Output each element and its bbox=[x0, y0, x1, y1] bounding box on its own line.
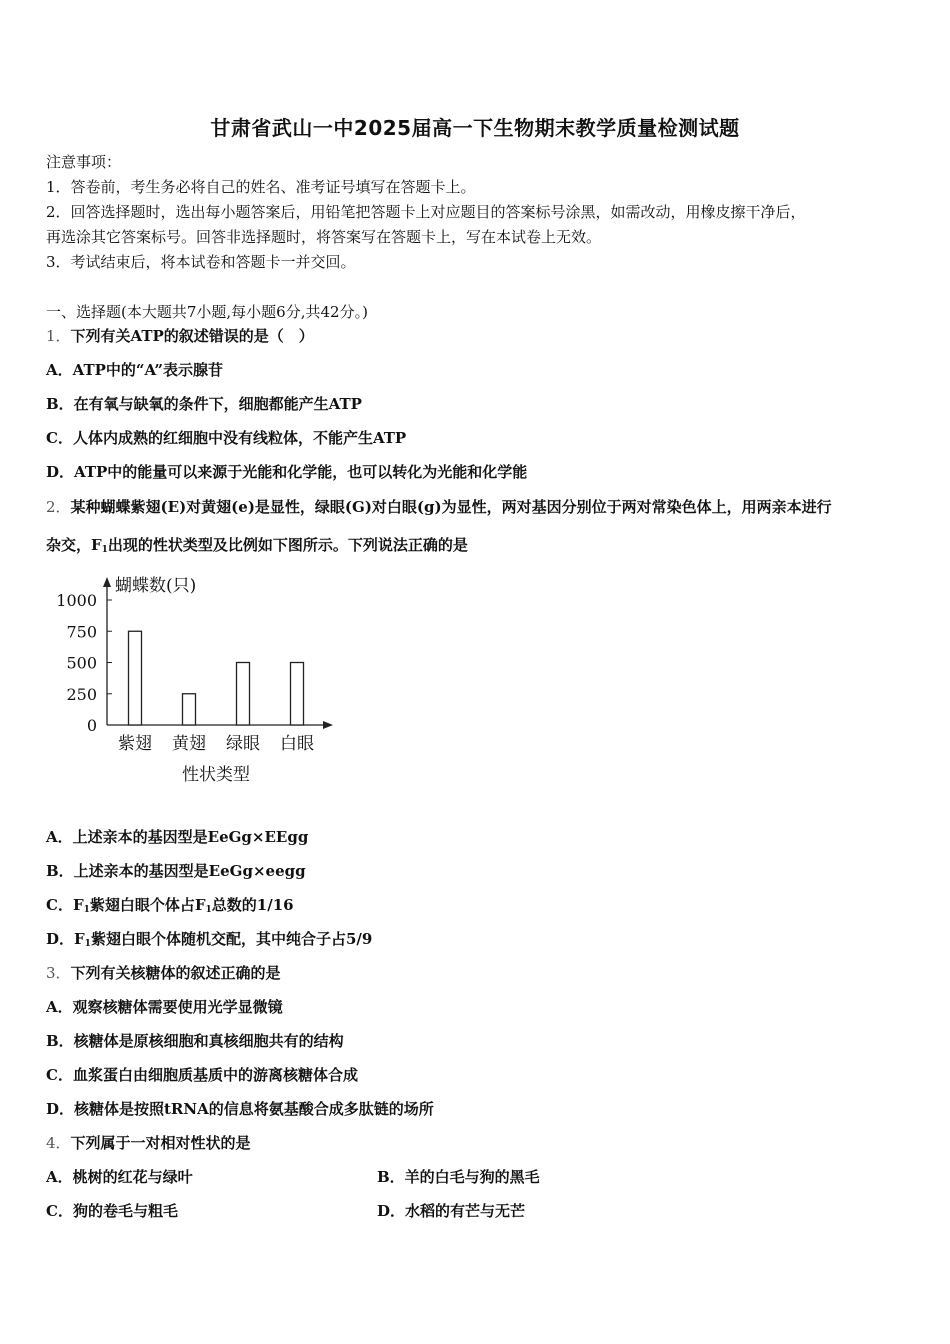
x-tick-label: 紫翅 bbox=[118, 734, 152, 754]
option-b: B．核糖体是原核细胞和真核细胞共有的结构 bbox=[46, 1032, 344, 1050]
notice-item: 1．答卷前，考生务必将自己的姓名、准考证号填写在答题卡上。 bbox=[46, 178, 476, 196]
question-stem: 某种蝴蝶紫翅(E)对黄翅(e)是显性，绿眼(G)对白眼(g)为显性，两对基因分别位于两对常染色体上，用两亲本进行 bbox=[70, 498, 832, 516]
x-axis-arrow bbox=[323, 721, 333, 729]
section-heading: 一、选择题(本大题共7小题,每小题6分,共42分。) bbox=[46, 303, 368, 321]
y-axis-label: 蝴蝶数(只) bbox=[115, 576, 197, 596]
question-1 bbox=[46, 326, 314, 346]
question-stem: 下列属于一对相对性状的是 bbox=[70, 1134, 251, 1152]
x-tick-label: 白眼 bbox=[280, 734, 314, 754]
option-a: A．观察核糖体需要使用光学显微镜 bbox=[46, 998, 283, 1016]
question-number: 3． bbox=[46, 964, 71, 982]
option-c: C．人体内成熟的红细胞中没有线粒体，不能产生ATP bbox=[46, 429, 407, 447]
bar bbox=[129, 631, 142, 725]
option-b: B．在有氧与缺氧的条件下，细胞都能产生ATP bbox=[46, 395, 362, 413]
y-tick-label: 250 bbox=[66, 684, 97, 704]
notice-item: 再选涂其它答案标号。回答非选择题时，将答案写在答题卡上，写在本试卷上无效。 bbox=[46, 228, 602, 246]
page-title: 甘肃省武山一中2025届高一下生物期末教学质量检测试题 bbox=[210, 116, 740, 140]
question-2-stem-line2: 杂交，$F_1$出现的性状类型及比例如下图所示。下列说法正确的是 bbox=[46, 536, 468, 555]
option-c: C．$F_1$紫翅白眼个体占$F_1$总数的1/16 bbox=[46, 896, 294, 915]
option-c: C．狗的卷毛与粗毛 bbox=[46, 1202, 178, 1220]
question-3 bbox=[46, 963, 281, 983]
y-tick-label: 750 bbox=[66, 622, 97, 642]
question-number: 4． bbox=[46, 1134, 71, 1152]
bar bbox=[183, 694, 196, 725]
bar bbox=[291, 663, 304, 726]
question-4 bbox=[46, 1133, 251, 1153]
option-a: A．ATP中的“A”表示腺苷 bbox=[46, 361, 224, 379]
option-b: B．羊的白毛与狗的黑毛 bbox=[377, 1168, 540, 1186]
question-number: 2． bbox=[46, 498, 71, 516]
question-stem: 下列有关ATP的叙述错误的是（ ） bbox=[70, 327, 314, 345]
y-tick-label: 0 bbox=[86, 716, 97, 735]
notice-item: 2．回答选择题时，选出每小题答案后，用铅笔把答题卡上对应题目的答案标号涂黑，如需改动，用橡皮擦干净后， bbox=[46, 203, 806, 221]
option-d: D．核糖体是按照tRNA的信息将氨基酸合成多肽链的场所 bbox=[46, 1100, 434, 1118]
question-number: 1． bbox=[46, 327, 71, 345]
y-tick-label: 500 bbox=[66, 653, 97, 673]
y-axis-arrow bbox=[103, 577, 111, 587]
y-tick-label: 1000 bbox=[56, 591, 97, 610]
question-2 bbox=[46, 497, 832, 517]
option-b: B．上述亲本的基因型是EeGg×eegg bbox=[46, 862, 306, 880]
notice-heading: 注意事项： bbox=[46, 153, 122, 171]
notice-item: 3．考试结束后，将本试卷和答题卡一并交回。 bbox=[46, 253, 356, 271]
butterfly-bar-chart bbox=[55, 565, 355, 790]
option-a: A．上述亲本的基因型是EeGg×EEgg bbox=[46, 828, 309, 846]
bar bbox=[237, 663, 250, 726]
option-d: D．$F_1$紫翅白眼个体随机交配，其中纯合子占5/9 bbox=[46, 930, 373, 949]
x-axis-label: 性状类型 bbox=[182, 765, 250, 785]
option-c: C．血浆蛋白由细胞质基质中的游离核糖体合成 bbox=[46, 1066, 358, 1084]
option-a: A．桃树的红花与绿叶 bbox=[46, 1168, 193, 1186]
option-d: D．水稻的有芒与无芒 bbox=[377, 1202, 526, 1220]
x-tick-label: 黄翅 bbox=[172, 734, 206, 754]
question-stem: 下列有关核糖体的叙述正确的是 bbox=[70, 964, 281, 982]
option-d: D．ATP中的能量可以来源于光能和化学能，也可以转化为光能和化学能 bbox=[46, 463, 528, 481]
x-tick-label: 绿眼 bbox=[226, 734, 260, 754]
